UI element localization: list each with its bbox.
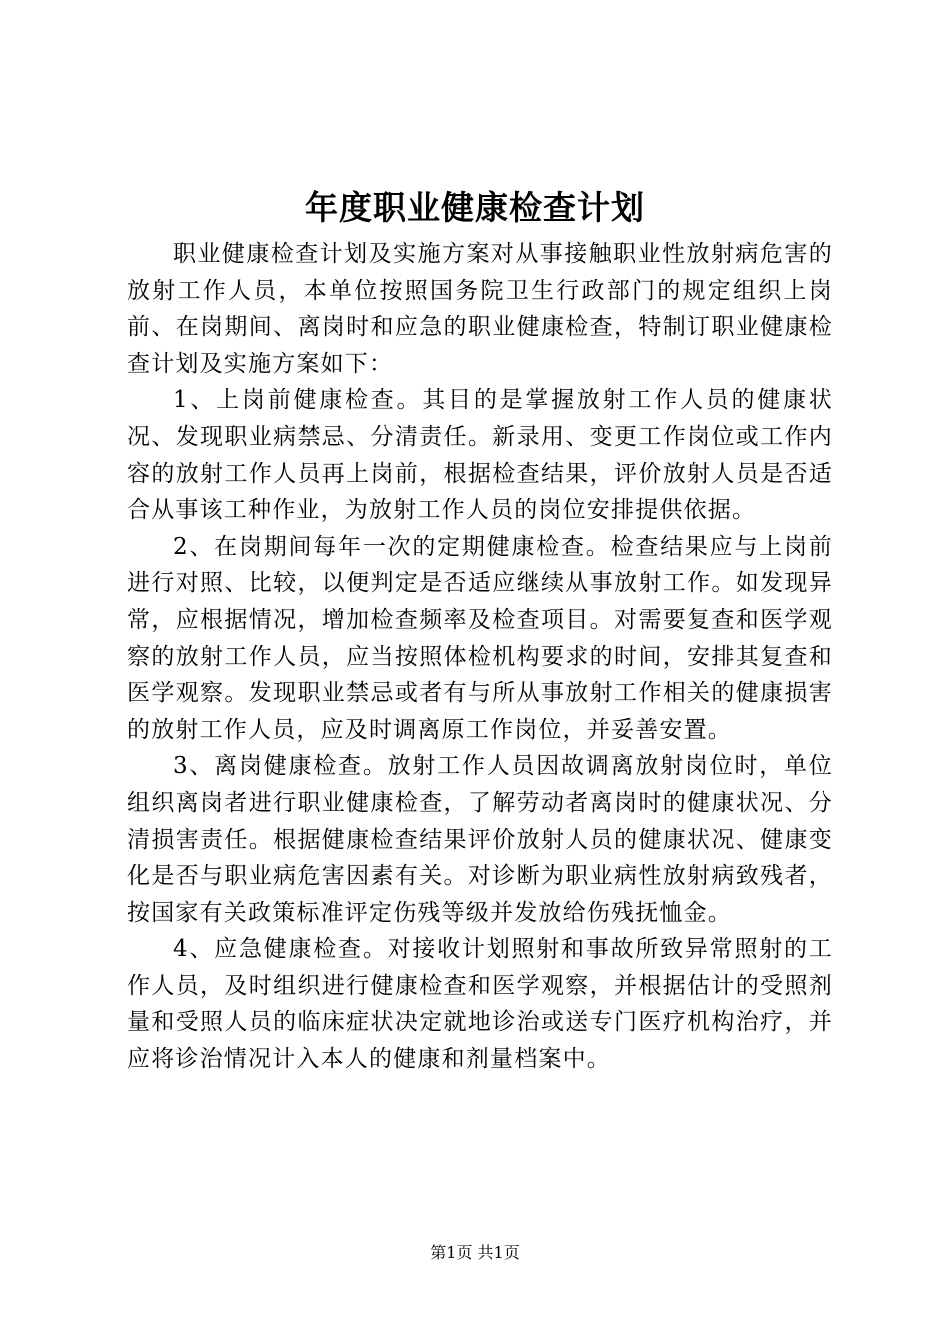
page-number-footer: 第1页 共1页 <box>430 1243 520 1262</box>
paragraph-periodic-exam: 2、在岗期间每年一次的定期健康检查。检查结果应与上岗前进行对照、比较，以便判定是否适应继续从事放射工作。如发现异常，应根据情况，增加检查频率及检查项目。对需要复查和医学观察的放射工作人员，应当按照体检机构要求的时间，安排其复查和医学观察。发现职业禁忌或者有与所从事放射工作相关的健康损害的放射工作人员，应及时调离原工作岗位，并妥善安置。 <box>127 533 833 743</box>
paragraph-departure-exam: 3、离岗健康检查。放射工作人员因故调离放射岗位时，单位组织离岗者进行职业健康检查，了解劳动者离岗时的健康状况、分清损害责任。根据健康检查结果评价放射人员的健康状况、健康变化是否与职业病危害因素有关。对诊断为职业病性放射病致残者，按国家有关政策标准评定伤残等级并发放给伤残抚恤金。 <box>127 753 833 926</box>
document-title: 年度职业健康检查计划 <box>305 188 645 227</box>
paragraph-emergency-exam: 4、应急健康检查。对接收计划照射和事故所致异常照射的工作人员，及时组织进行健康检查和医学观察，并根据估计的受照剂量和受照人员的临床症状决定就地诊治或送专门医疗机构治疗，并应将诊治情况计入本人的健康和剂量档案中。 <box>127 936 833 1073</box>
document-body <box>127 236 833 1078</box>
paragraph-pre-employment-exam: 1、上岗前健康检查。其目的是掌握放射工作人员的健康状况、发现职业病禁忌、分清责任。新录用、变更工作岗位或工作内容的放射工作人员再上岗前，根据检查结果，评价放射人员是否适合从事该工种作业，为放射工作人员的岗位安排提供依据。 <box>127 387 833 524</box>
paragraph-intro: 职业健康检查计划及实施方案对从事接触职业性放射病危害的放射工作人员，本单位按照国务院卫生行政部门的规定组织上岗前、在岗期间、离岗时和应急的职业健康检查，特制订职业健康检查计划及实施方案如下： <box>127 241 833 377</box>
